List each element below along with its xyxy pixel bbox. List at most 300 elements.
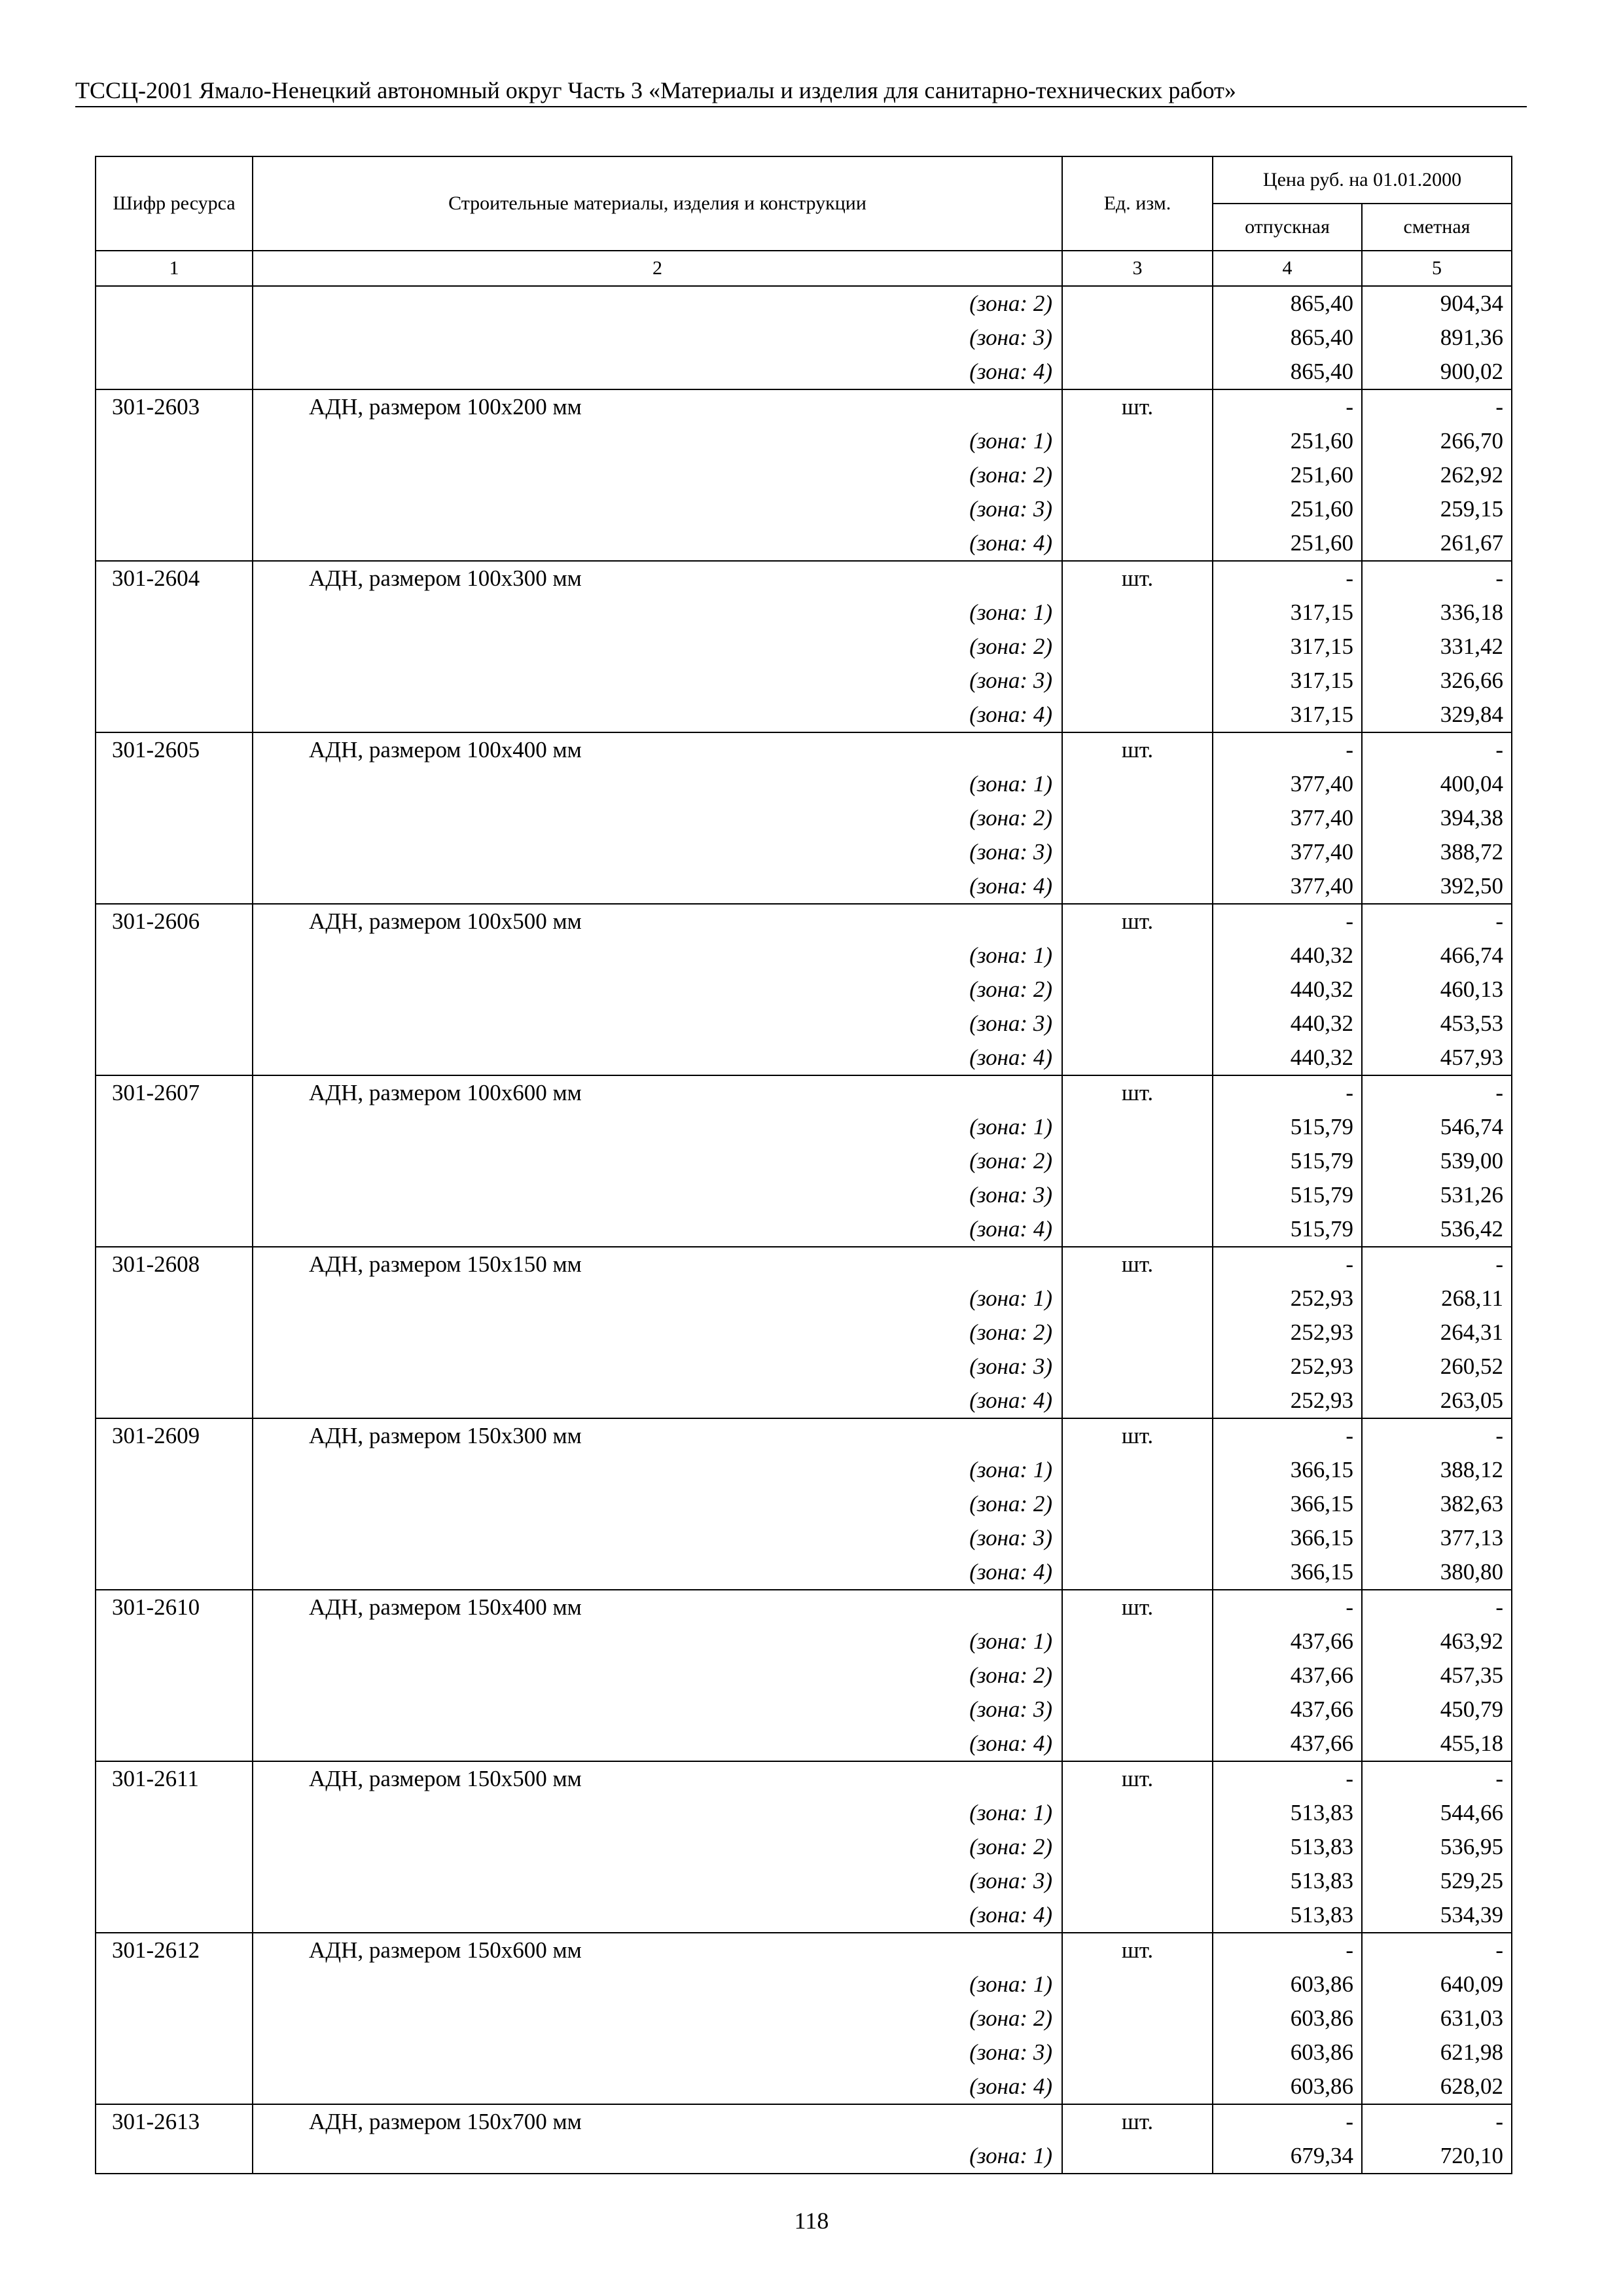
release-price: 366,15: [1213, 1487, 1362, 1521]
release-price: 603,86: [1213, 1967, 1362, 2001]
estimate-price: 640,09: [1362, 1967, 1512, 2001]
empty-cell: [96, 321, 253, 355]
zone-label: (зона: 2): [253, 1830, 1062, 1864]
estimate-price: 621,98: [1362, 2036, 1512, 2070]
estimate-price: 531,26: [1362, 1178, 1512, 1212]
release-price: 440,32: [1213, 939, 1362, 973]
resource-row: [96, 1247, 1512, 1282]
zone-label: (зона: 4): [253, 869, 1062, 904]
release-price: -: [1213, 1933, 1362, 1967]
zone-row: [96, 1624, 1512, 1659]
zone-label: (зона: 3): [253, 1350, 1062, 1384]
resource-group: [96, 1075, 1512, 1247]
zone-label: (зона: 1): [253, 424, 1062, 458]
release-price: -: [1213, 1418, 1362, 1453]
release-price: 679,34: [1213, 2139, 1362, 2174]
empty-cell: [96, 2139, 253, 2174]
resource-row: [96, 904, 1512, 939]
estimate-price: 377,13: [1362, 1521, 1512, 1555]
release-price: 513,83: [1213, 1796, 1362, 1830]
empty-cell: [1062, 1727, 1213, 1761]
estimate-price: -: [1362, 1075, 1512, 1110]
empty-cell: [1062, 1864, 1213, 1898]
estimate-price: 263,05: [1362, 1384, 1512, 1418]
estimate-price: -: [1362, 732, 1512, 767]
estimate-price: 262,92: [1362, 458, 1512, 492]
empty-cell: [96, 286, 253, 321]
empty-cell: [96, 1384, 253, 1418]
zone-row: [96, 1521, 1512, 1555]
empty-cell: [96, 1041, 253, 1075]
zone-label: (зона: 4): [253, 1555, 1062, 1590]
empty-cell: [96, 1864, 253, 1898]
resource-name: АДН, размером 150х300 мм: [253, 1418, 1062, 1453]
estimate-price: -: [1362, 1590, 1512, 1624]
empty-cell: [96, 1453, 253, 1487]
empty-cell: [1062, 2001, 1213, 2036]
estimate-price: -: [1362, 1761, 1512, 1796]
release-price: 377,40: [1213, 869, 1362, 904]
resource-code: 301-2612: [96, 1933, 253, 1967]
estimate-price: 466,74: [1362, 939, 1512, 973]
estimate-price: 392,50: [1362, 869, 1512, 904]
empty-cell: [96, 1212, 253, 1247]
zone-label: (зона: 2): [253, 1659, 1062, 1693]
estimate-price: 720,10: [1362, 2139, 1512, 2174]
resource-code: 301-2609: [96, 1418, 253, 1453]
column-number: 4: [1213, 251, 1362, 286]
release-price: 251,60: [1213, 492, 1362, 526]
zone-label: (зона: 1): [253, 1796, 1062, 1830]
empty-cell: [96, 1898, 253, 1933]
estimate-price: 457,93: [1362, 1041, 1512, 1075]
header-estimate-price: сметная: [1362, 204, 1512, 251]
resource-unit: шт.: [1062, 1418, 1213, 1453]
empty-cell: [1062, 1830, 1213, 1864]
zone-row: [96, 458, 1512, 492]
empty-cell: [96, 835, 253, 869]
zone-label: (зона: 1): [253, 1110, 1062, 1144]
zone-label: (зона: 2): [253, 1487, 1062, 1521]
empty-cell: [96, 869, 253, 904]
release-price: 513,83: [1213, 1864, 1362, 1898]
estimate-price: 529,25: [1362, 1864, 1512, 1898]
empty-cell: [96, 1796, 253, 1830]
resource-name: АДН, размером 150х500 мм: [253, 1761, 1062, 1796]
zone-label: (зона: 3): [253, 492, 1062, 526]
empty-cell: [1062, 698, 1213, 732]
empty-cell: [96, 596, 253, 630]
release-price: 251,60: [1213, 458, 1362, 492]
release-price: -: [1213, 1590, 1362, 1624]
estimate-price: 539,00: [1362, 1144, 1512, 1178]
estimate-price: 536,95: [1362, 1830, 1512, 1864]
resource-row: [96, 1418, 1512, 1453]
release-price: -: [1213, 1247, 1362, 1282]
estimate-price: 628,02: [1362, 2070, 1512, 2104]
release-price: 366,15: [1213, 1521, 1362, 1555]
release-price: 515,79: [1213, 1144, 1362, 1178]
estimate-price: -: [1362, 1933, 1512, 1967]
zone-row: [96, 1212, 1512, 1247]
resource-unit: шт.: [1062, 1761, 1213, 1796]
release-price: 603,86: [1213, 2001, 1362, 2036]
empty-cell: [1062, 1659, 1213, 1693]
resource-code: 301-2605: [96, 732, 253, 767]
estimate-price: 400,04: [1362, 767, 1512, 801]
empty-cell: [96, 1316, 253, 1350]
release-price: 317,15: [1213, 664, 1362, 698]
zone-label: (зона: 2): [253, 973, 1062, 1007]
estimate-price: 268,11: [1362, 1282, 1512, 1316]
zone-row: [96, 596, 1512, 630]
release-price: -: [1213, 389, 1362, 424]
resource-unit: шт.: [1062, 561, 1213, 596]
zone-row: [96, 1555, 1512, 1590]
zone-label: (зона: 1): [253, 596, 1062, 630]
zone-row: [96, 1727, 1512, 1761]
empty-cell: [1062, 1555, 1213, 1590]
empty-cell: [1062, 1316, 1213, 1350]
zone-label: (зона: 4): [253, 1727, 1062, 1761]
resource-code: 301-2608: [96, 1247, 253, 1282]
empty-cell: [96, 1659, 253, 1693]
zone-label: (зона: 4): [253, 2070, 1062, 2104]
release-price: -: [1213, 732, 1362, 767]
empty-cell: [1062, 1624, 1213, 1659]
release-price: 252,93: [1213, 1350, 1362, 1384]
resource-row: [96, 2104, 1512, 2139]
continuation-group: [96, 286, 1512, 389]
empty-cell: [96, 630, 253, 664]
zone-row: [96, 1384, 1512, 1418]
empty-cell: [1062, 1178, 1213, 1212]
empty-cell: [1062, 630, 1213, 664]
empty-cell: [96, 1727, 253, 1761]
zone-row: [96, 1041, 1512, 1075]
resource-name: АДН, размером 150х400 мм: [253, 1590, 1062, 1624]
zone-row: [96, 2001, 1512, 2036]
zone-label: (зона: 3): [253, 321, 1062, 355]
empty-cell: [1062, 869, 1213, 904]
empty-cell: [1062, 458, 1213, 492]
zone-row: [96, 1007, 1512, 1041]
resource-code: 301-2603: [96, 389, 253, 424]
empty-cell: [1062, 492, 1213, 526]
resource-name: АДН, размером 100х300 мм: [253, 561, 1062, 596]
estimate-price: -: [1362, 389, 1512, 424]
zone-row: [96, 1316, 1512, 1350]
zone-label: (зона: 4): [253, 698, 1062, 732]
zone-label: (зона: 3): [253, 1693, 1062, 1727]
zone-label: (зона: 1): [253, 2139, 1062, 2174]
resource-group: [96, 732, 1512, 904]
empty-cell: [1062, 2070, 1213, 2104]
resource-unit: шт.: [1062, 1075, 1213, 1110]
zone-row: [96, 1178, 1512, 1212]
empty-cell: [1062, 1350, 1213, 1384]
resource-code: 301-2604: [96, 561, 253, 596]
empty-cell: [1062, 1110, 1213, 1144]
release-price: 251,60: [1213, 526, 1362, 561]
estimate-price: 388,72: [1362, 835, 1512, 869]
resource-name: АДН, размером 100х500 мм: [253, 904, 1062, 939]
estimate-price: 536,42: [1362, 1212, 1512, 1247]
release-price: 513,83: [1213, 1830, 1362, 1864]
resource-group: [96, 1761, 1512, 1933]
estimate-price: -: [1362, 561, 1512, 596]
empty-cell: [96, 2001, 253, 2036]
release-price: 252,93: [1213, 1316, 1362, 1350]
estimate-price: 900,02: [1362, 355, 1512, 389]
empty-cell: [96, 801, 253, 835]
zone-label: (зона: 4): [253, 1041, 1062, 1075]
release-price: 513,83: [1213, 1898, 1362, 1933]
estimate-price: -: [1362, 1418, 1512, 1453]
empty-cell: [96, 1282, 253, 1316]
resource-row: [96, 1075, 1512, 1110]
zone-label: (зона: 1): [253, 767, 1062, 801]
zone-row: [96, 355, 1512, 389]
empty-cell: [1062, 973, 1213, 1007]
release-price: 437,66: [1213, 1659, 1362, 1693]
empty-cell: [1062, 1693, 1213, 1727]
zone-label: (зона: 4): [253, 355, 1062, 389]
estimate-price: 261,67: [1362, 526, 1512, 561]
zone-row: [96, 664, 1512, 698]
column-number: 1: [96, 251, 253, 286]
estimate-price: 326,66: [1362, 664, 1512, 698]
zone-row: [96, 1350, 1512, 1384]
resource-unit: шт.: [1062, 904, 1213, 939]
estimate-price: 631,03: [1362, 2001, 1512, 2036]
estimate-price: 891,36: [1362, 321, 1512, 355]
empty-cell: [96, 973, 253, 1007]
empty-cell: [1062, 596, 1213, 630]
empty-cell: [1062, 1453, 1213, 1487]
resource-group: [96, 2104, 1512, 2174]
resource-row: [96, 732, 1512, 767]
resource-group: [96, 1590, 1512, 1761]
zone-row: [96, 767, 1512, 801]
zone-row: [96, 1282, 1512, 1316]
zone-row: [96, 1830, 1512, 1864]
zone-row: [96, 1796, 1512, 1830]
resource-row: [96, 389, 1512, 424]
empty-cell: [1062, 801, 1213, 835]
resource-group: [96, 1247, 1512, 1418]
empty-cell: [96, 492, 253, 526]
zone-label: (зона: 3): [253, 1521, 1062, 1555]
empty-cell: [96, 1693, 253, 1727]
empty-cell: [1062, 1898, 1213, 1933]
zone-label: (зона: 3): [253, 1007, 1062, 1041]
zone-row: [96, 1110, 1512, 1144]
zone-row: [96, 801, 1512, 835]
empty-cell: [1062, 321, 1213, 355]
column-number: 2: [253, 251, 1062, 286]
zone-label: (зона: 1): [253, 1624, 1062, 1659]
release-price: 366,15: [1213, 1555, 1362, 1590]
zone-row: [96, 1967, 1512, 2001]
resource-row: [96, 1761, 1512, 1796]
estimate-price: 260,52: [1362, 1350, 1512, 1384]
resource-name: АДН, размером 150х150 мм: [253, 1247, 1062, 1282]
column-number: 3: [1062, 251, 1213, 286]
zone-label: (зона: 2): [253, 630, 1062, 664]
resource-row: [96, 1590, 1512, 1624]
estimate-price: 380,80: [1362, 1555, 1512, 1590]
release-price: 377,40: [1213, 801, 1362, 835]
empty-cell: [96, 2036, 253, 2070]
resource-name: АДН, размером 100х200 мм: [253, 389, 1062, 424]
estimate-price: 266,70: [1362, 424, 1512, 458]
zone-row: [96, 2139, 1512, 2174]
release-price: -: [1213, 561, 1362, 596]
zone-row: [96, 1453, 1512, 1487]
resource-group: [96, 561, 1512, 732]
zone-label: (зона: 4): [253, 1212, 1062, 1247]
zone-label: (зона: 3): [253, 2036, 1062, 2070]
release-price: 440,32: [1213, 1007, 1362, 1041]
zone-row: [96, 1144, 1512, 1178]
empty-cell: [96, 355, 253, 389]
zone-label: (зона: 2): [253, 458, 1062, 492]
release-price: 865,40: [1213, 355, 1362, 389]
resource-code: 301-2607: [96, 1075, 253, 1110]
empty-cell: [1062, 2139, 1213, 2174]
empty-cell: [1062, 526, 1213, 561]
zone-label: (зона: 3): [253, 1864, 1062, 1898]
estimate-price: 264,31: [1362, 1316, 1512, 1350]
release-price: 317,15: [1213, 698, 1362, 732]
release-price: 252,93: [1213, 1384, 1362, 1418]
estimate-price: 388,12: [1362, 1453, 1512, 1487]
resource-group: [96, 904, 1512, 1075]
resource-name: АДН, размером 100х400 мм: [253, 732, 1062, 767]
release-price: 437,66: [1213, 1624, 1362, 1659]
estimate-price: 329,84: [1362, 698, 1512, 732]
zone-label: (зона: 2): [253, 286, 1062, 321]
zone-label: (зона: 3): [253, 835, 1062, 869]
empty-cell: [96, 939, 253, 973]
release-price: 515,79: [1213, 1178, 1362, 1212]
resource-code: 301-2610: [96, 1590, 253, 1624]
empty-cell: [96, 1110, 253, 1144]
resource-code: 301-2606: [96, 904, 253, 939]
resource-unit: шт.: [1062, 389, 1213, 424]
zone-row: [96, 835, 1512, 869]
table-head: [96, 156, 1512, 286]
header-code: Шифр ресурса: [96, 156, 253, 251]
header-rule: [75, 106, 1527, 107]
header-release-price: отпускная: [1213, 204, 1362, 251]
release-price: 865,40: [1213, 286, 1362, 321]
zone-row: [96, 2036, 1512, 2070]
resource-unit: шт.: [1062, 2104, 1213, 2139]
page-header: ТССЦ-2001 Ямало-Ненецкий автономный округ Часть 3 «Материалы и изделия для санитарно-технических работ»: [75, 77, 1236, 103]
empty-cell: [1062, 835, 1213, 869]
zone-label: (зона: 4): [253, 1898, 1062, 1933]
zone-label: (зона: 3): [253, 1178, 1062, 1212]
empty-cell: [1062, 1282, 1213, 1316]
zone-label: (зона: 1): [253, 1453, 1062, 1487]
release-price: 377,40: [1213, 767, 1362, 801]
empty-cell: [1062, 2036, 1213, 2070]
release-price: 865,40: [1213, 321, 1362, 355]
zone-label: (зона: 1): [253, 1967, 1062, 2001]
header-price-group: Цена руб. на 01.01.2000: [1213, 156, 1512, 204]
resource-name: АДН, размером 150х700 мм: [253, 2104, 1062, 2139]
zone-row: [96, 1693, 1512, 1727]
release-price: 437,66: [1213, 1727, 1362, 1761]
release-price: 252,93: [1213, 1282, 1362, 1316]
zone-row: [96, 869, 1512, 904]
release-price: 440,32: [1213, 1041, 1362, 1075]
empty-cell: [96, 458, 253, 492]
estimate-price: 904,34: [1362, 286, 1512, 321]
release-price: -: [1213, 1761, 1362, 1796]
estimate-price: 331,42: [1362, 630, 1512, 664]
resource-group: [96, 389, 1512, 561]
empty-cell: [1062, 286, 1213, 321]
zone-row: [96, 973, 1512, 1007]
estimate-price: 336,18: [1362, 596, 1512, 630]
zone-label: (зона: 2): [253, 801, 1062, 835]
zone-row: [96, 492, 1512, 526]
estimate-price: -: [1362, 2104, 1512, 2139]
header-name: Строительные материалы, изделия и конструкции: [253, 156, 1062, 251]
empty-cell: [1062, 939, 1213, 973]
estimate-price: 460,13: [1362, 973, 1512, 1007]
empty-cell: [96, 2070, 253, 2104]
zone-row: [96, 526, 1512, 561]
resource-unit: шт.: [1062, 1590, 1213, 1624]
resource-unit: шт.: [1062, 732, 1213, 767]
zone-row: [96, 1659, 1512, 1693]
empty-cell: [96, 767, 253, 801]
empty-cell: [96, 1144, 253, 1178]
resource-row: [96, 1933, 1512, 1967]
zone-row: [96, 698, 1512, 732]
release-price: 377,40: [1213, 835, 1362, 869]
release-price: -: [1213, 1075, 1362, 1110]
zone-row: [96, 321, 1512, 355]
empty-cell: [1062, 424, 1213, 458]
empty-cell: [96, 1487, 253, 1521]
estimate-price: 455,18: [1362, 1727, 1512, 1761]
zone-row: [96, 939, 1512, 973]
empty-cell: [96, 1555, 253, 1590]
empty-cell: [1062, 1041, 1213, 1075]
estimate-price: 546,74: [1362, 1110, 1512, 1144]
column-number: 5: [1362, 251, 1512, 286]
empty-cell: [96, 1007, 253, 1041]
zone-label: (зона: 4): [253, 526, 1062, 561]
estimate-price: -: [1362, 904, 1512, 939]
release-price: 603,86: [1213, 2070, 1362, 2104]
resource-code: 301-2613: [96, 2104, 253, 2139]
empty-cell: [96, 1624, 253, 1659]
empty-cell: [96, 664, 253, 698]
zone-label: (зона: 2): [253, 1316, 1062, 1350]
empty-cell: [1062, 1144, 1213, 1178]
estimate-price: 259,15: [1362, 492, 1512, 526]
zone-row: [96, 286, 1512, 321]
release-price: 251,60: [1213, 424, 1362, 458]
zone-row: [96, 424, 1512, 458]
zone-label: (зона: 2): [253, 1144, 1062, 1178]
